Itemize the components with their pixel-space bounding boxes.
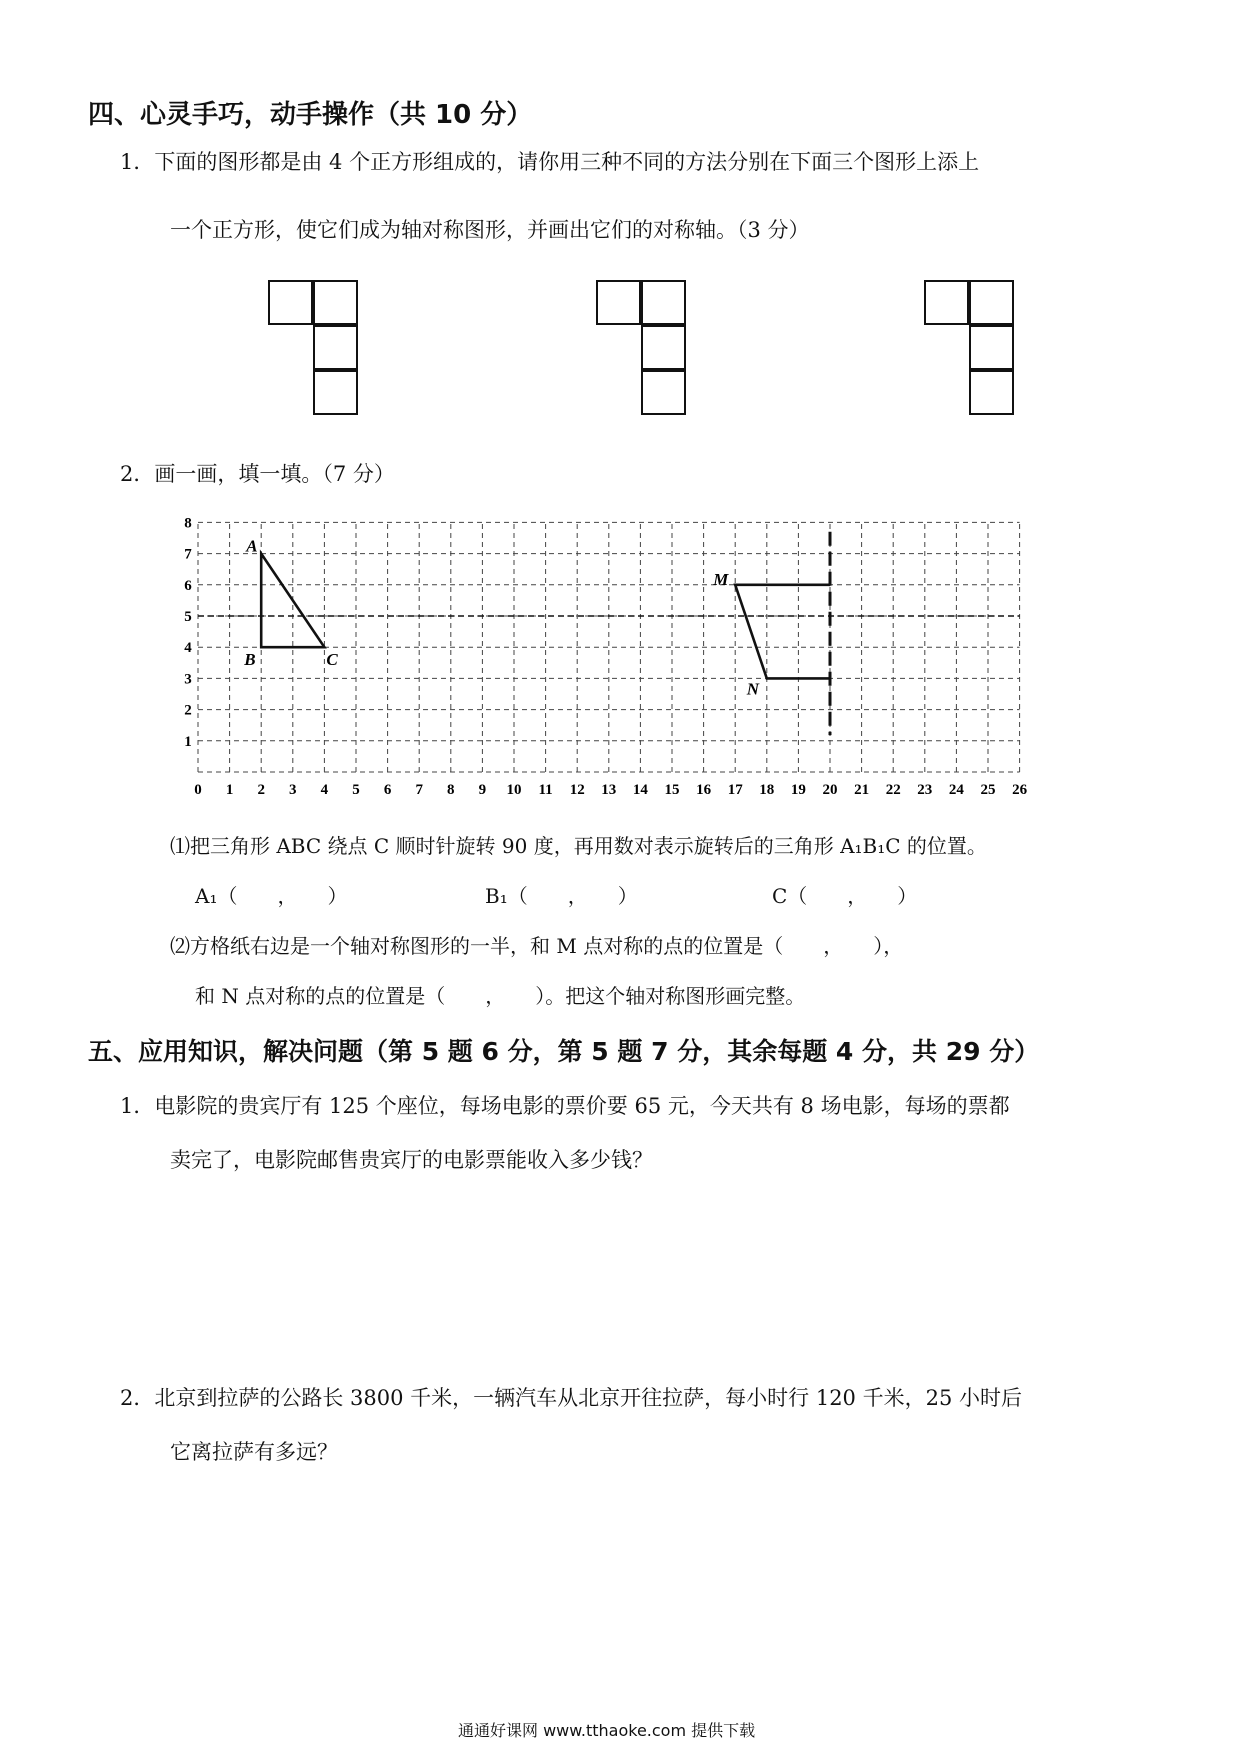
- x-tick-label: 9: [478, 782, 487, 798]
- x-tick-label: 11: [538, 782, 553, 798]
- q4-2-sub2-line1: ⑵方格纸右边是一个轴对称图形的一半，和 M 点对称的点的位置是（ ， ），: [170, 934, 904, 958]
- q4-1-line2: 一个正方形，使它们成为轴对称图形，并画出它们的对称轴。（3 分）: [170, 218, 810, 242]
- x-tick-label: 13: [601, 782, 617, 798]
- q4-2-sub2-line2: 和 N 点对称的点的位置是（ ， ）。把这个轴对称图形画完整。: [195, 984, 806, 1008]
- label-a: A: [246, 536, 258, 556]
- x-tick-label: 25: [980, 782, 996, 798]
- half-symmetric-figure: [735, 585, 830, 679]
- square: [641, 370, 686, 415]
- q4-1-line1: 1．下面的图形都是由 4 个正方形组成的，请你用三种不同的方法分别在下面三个图形上添上: [120, 150, 980, 174]
- x-tick-label: 18: [759, 782, 775, 798]
- square: [969, 370, 1014, 415]
- square: [313, 325, 358, 370]
- answer-b1: B₁（ ， ）: [485, 884, 638, 908]
- square: [969, 325, 1014, 370]
- x-tick-label: 24: [948, 782, 964, 798]
- x-tick-label: 10: [506, 782, 522, 798]
- x-tick-label: 7: [415, 782, 423, 798]
- q4-2-title: 2．画一画，填一填。（7 分）: [120, 462, 395, 486]
- x-tick-label: 0: [194, 782, 202, 798]
- x-tick-label: 14: [632, 782, 648, 798]
- x-tick-label: 2: [257, 782, 265, 798]
- x-tick-label: 4: [320, 782, 329, 798]
- square: [268, 280, 313, 325]
- y-tick-label: 5: [184, 609, 192, 625]
- q5-1-line1: 1．电影院的贵宾厅有 125 个座位，每场电影的票价要 65 元，今天共有 8 场电影，每场的票都: [120, 1094, 1010, 1118]
- y-tick-label: 3: [184, 671, 192, 688]
- square-figure-2: [596, 280, 690, 420]
- q5-2-line1: 2．北京到拉萨的公路长 3800 千米，一辆汽车从北京开往拉萨，每小时行 120 千米，25 小时后: [120, 1386, 1022, 1410]
- x-tick-label: 19: [790, 782, 806, 798]
- answer-a1: A₁（ ， ）: [195, 884, 348, 908]
- section-4-title: 四、心灵手巧，动手操作（共 10 分）: [88, 100, 533, 130]
- square: [313, 370, 358, 415]
- label-n: N: [746, 679, 760, 699]
- section-5-title: 五、应用知识，解决问题（第 5 题 6 分，第 5 题 7 分，其余每题 4 分，共 29 分）: [88, 1037, 1040, 1066]
- square: [641, 325, 686, 370]
- x-tick-label: 15: [664, 782, 680, 798]
- y-tick-label: 7: [184, 546, 192, 563]
- q5-2-line2: 它离拉萨有多远？: [170, 1440, 338, 1464]
- coordinate-grid: [170, 510, 1050, 810]
- label-b: B: [244, 650, 256, 670]
- x-tick-label: 6: [383, 782, 392, 798]
- footer-source: 通通好课网 www.tthaoke.com 提供下载: [458, 1721, 756, 1740]
- square: [641, 280, 686, 325]
- y-tick-label: 2: [184, 702, 192, 719]
- x-tick-label: 1: [225, 782, 234, 798]
- x-tick-label: 26: [1012, 782, 1028, 798]
- square: [924, 280, 969, 325]
- x-tick-label: 16: [696, 782, 712, 798]
- x-tick-label: 22: [885, 782, 901, 798]
- y-tick-label: 1: [184, 733, 192, 750]
- q4-2-sub1: ⑴把三角形 ABC 绕点 C 顺时针旋转 90 度，再用数对表示旋转后的三角形 A₁B₁C 的位置。: [170, 834, 987, 858]
- square: [313, 280, 358, 325]
- label-m: M: [713, 569, 729, 589]
- square-figure-1: [268, 280, 362, 420]
- y-tick-label: 6: [184, 577, 192, 594]
- x-tick-label: 17: [727, 782, 743, 798]
- answer-c: C（ ， ）: [772, 884, 918, 908]
- square-figure-3: [924, 280, 1018, 420]
- square: [596, 280, 641, 325]
- q5-1-line2: 卖完了，电影院邮售贵宾厅的电影票能收入多少钱？: [170, 1148, 653, 1172]
- x-tick-label: 5: [352, 782, 360, 798]
- x-tick-label: 23: [917, 782, 933, 798]
- x-tick-label: 8: [447, 782, 455, 798]
- y-tick-label: 8: [184, 515, 192, 532]
- x-tick-label: 12: [569, 782, 585, 798]
- y-tick-label: 4: [184, 640, 192, 657]
- square: [969, 280, 1014, 325]
- x-tick-label: 3: [289, 782, 297, 798]
- x-tick-label: 21: [854, 782, 870, 798]
- x-tick-label: 20: [822, 782, 838, 798]
- label-c: C: [326, 650, 338, 670]
